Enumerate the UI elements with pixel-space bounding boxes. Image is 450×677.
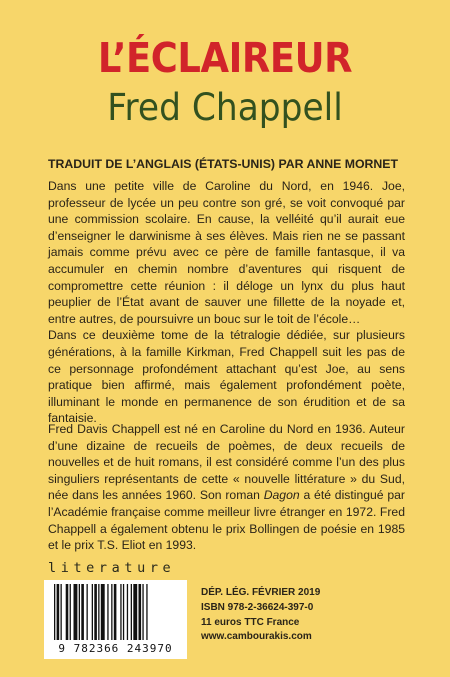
genre-label: literature — [48, 560, 176, 576]
barcode-bar — [54, 584, 55, 640]
bio-novel-title: Dagon — [263, 488, 300, 503]
isbn-text: ISBN 978-2-36624-397-0 — [201, 601, 314, 613]
barcode-bar — [101, 584, 105, 640]
barcode-number: 9 782366 243970 — [58, 642, 173, 655]
barcode-bar — [139, 584, 142, 640]
publisher-website[interactable]: www.cambourakis.com — [201, 631, 312, 643]
barcode-bar — [92, 584, 93, 640]
barcode-bar — [57, 584, 60, 640]
barcode-bar — [131, 584, 132, 640]
book-summary — [48, 178, 405, 427]
barcode-bar — [107, 584, 108, 640]
barcode-bar — [146, 584, 147, 640]
barcode-bar — [94, 584, 97, 640]
barcode-bar — [70, 584, 71, 640]
translator-credit: TRADUIT DE L’ANGLAIS (ÉTATS-UNIS) PAR ANNE MORNET — [48, 157, 398, 171]
barcode-bar — [142, 584, 143, 640]
bio-text-start: Fred Davis Chappell est né en Caroline du Nord en 1936. Auteur d’une dizaine de recueils de poèmes, de deux recueils de nouvelles et de huit romans, il est considéré comme l’un des plus singuliers représentants de cette « nouvelle littérature » du Sud, née dans les années 1960. Son roman — [48, 422, 405, 503]
author-biography — [48, 421, 405, 554]
barcode-bar — [87, 584, 88, 640]
isbn-barcode — [44, 580, 187, 659]
barcode-bar — [114, 584, 117, 640]
bio-text-end: a été distingué par l’Académie française comme meilleur livre étranger en 1972. Fred Chappell a également obtenu le prix Bollingen de poésie en 1985 et le prix T.S. Eliot en 1993. — [48, 488, 405, 553]
barcode-bar — [111, 584, 112, 640]
price: 11 euros TTC France — [201, 616, 300, 628]
barcode-bar — [81, 584, 84, 640]
barcode-bar — [120, 584, 121, 640]
barcode-bars — [54, 584, 177, 642]
summary-paragraph-2: Dans ce deuxième tome de la tétralogie dédiée, sur plusieurs générations, à la famille Kirkman, Fred Chappell suit les pas de ce personnage profondément attachant qu’est Joe, au sens pratique bien affirmé, mais également profondément poète, illuminant le monde en permanence de son érudition et de sa fantaisie. — [48, 328, 405, 426]
barcode-bar — [66, 584, 69, 640]
barcode-bar — [74, 584, 78, 640]
barcode-bar — [98, 584, 99, 640]
barcode-bar — [127, 584, 128, 640]
barcode-bar — [61, 584, 62, 640]
summary-paragraph-1: Dans une petite ville de Caroline du Nord, en 1946. Joe, professeur de lycée un peu contre son gré, se voit convoqué par une commission scolaire. En cause, la velléité qu’il aurait eue d’enseigner le darwinisme à ses élèves. Mais rien ne se passant jamais comme prévu avec ce père de famille fantasque, il va accumuler en chemin nombre d’aventures qui risquent de compromettre cette réunion : il déloge un lynx du plus haut peuplier de l’État avant de sauver une fillette de la noyade et, entre autres, de poursuivre un bouc sur le toit de l’école… — [48, 179, 405, 326]
barcode-bar — [79, 584, 80, 640]
legal-deposit: DÉP. LÉG. FÉVRIER 2019 — [201, 587, 321, 598]
author-name: Fred Chappell — [107, 86, 343, 129]
barcode-bar — [133, 584, 137, 640]
publisher-info — [201, 586, 320, 645]
book-title: L’ÉCLAIREUR — [97, 34, 353, 82]
bio-paragraph — [48, 421, 405, 554]
barcode-bar — [123, 584, 124, 640]
